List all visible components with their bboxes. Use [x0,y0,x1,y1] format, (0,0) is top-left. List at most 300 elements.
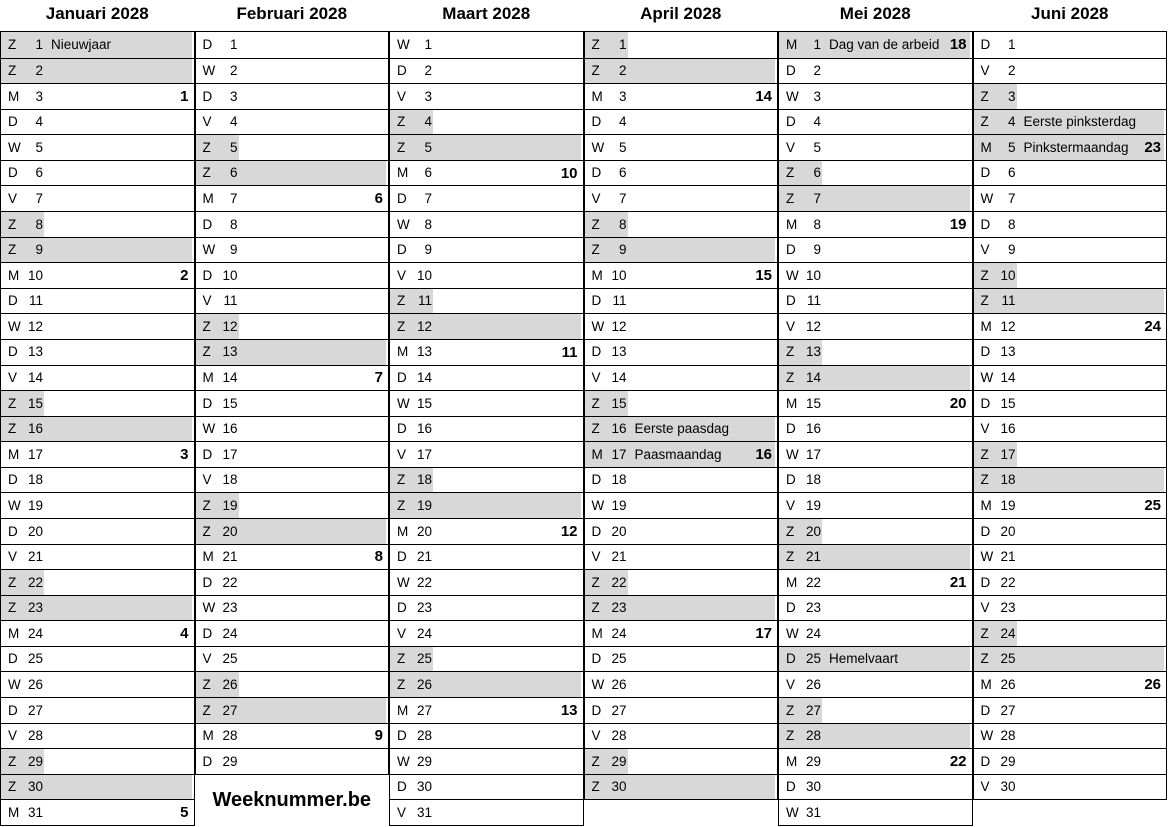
day-row [196,595,389,621]
day-number: 22 [222,574,238,590]
day-number: 9 [424,242,432,258]
day-row [779,595,972,621]
day-row [585,365,778,391]
day-row [974,492,1167,518]
day-number: 23 [611,600,627,616]
week-number: 3 [180,446,189,464]
day-letter: D [786,242,796,258]
day-letter: D [591,472,602,488]
day-number: 1 [1007,37,1016,53]
day-row [1,441,194,467]
day-letter: D [202,88,213,104]
holiday-label: Eerste paasdag [634,421,730,437]
day-row [390,671,583,697]
day-row [1,109,194,135]
day-row [196,390,389,416]
day-letter: D [397,421,407,437]
day-number: 12 [611,318,627,334]
day-number: 5 [813,139,821,155]
day-letter: Z [786,728,795,744]
day-row [779,467,972,493]
day-row [390,58,583,84]
day-number: 24 [416,625,432,641]
day-letter: Z [202,318,211,334]
holiday-label: Nieuwjaar [51,37,112,53]
day-row [585,211,778,237]
day-letter: D [202,446,213,462]
day-number: 3 [618,88,627,104]
day-letter: Z [786,165,795,181]
day-letter: M [591,267,603,283]
day-number: 15 [611,395,627,411]
day-number: 24 [805,625,821,641]
day-row [390,365,583,391]
day-number: 15 [1000,395,1016,411]
day-row [779,339,972,365]
day-number: 19 [416,497,432,513]
day-letter: D [8,114,18,130]
month-title: Maart 2028 [442,4,531,23]
day-row [974,58,1167,84]
day-number: 30 [611,779,627,795]
day-letter: W [980,370,994,386]
day-number: 17 [611,446,627,462]
day-letter: Z [591,574,600,590]
week-number: 10 [560,164,578,182]
day-number: 2 [229,63,238,79]
day-row [390,646,583,672]
day-row [196,83,389,109]
day-number: 7 [35,191,43,206]
day-number: 9 [35,242,43,258]
day-row [1,83,194,109]
day-row [974,723,1167,749]
day-row [585,416,778,442]
day-number: 27 [416,702,432,718]
day-row [1,211,194,237]
day-letter: D [202,267,213,283]
day-row [196,441,389,467]
month-title: Mei 2028 [839,4,911,23]
month-title: Juni 2028 [1031,4,1109,23]
day-letter: M [591,88,603,104]
day-number: 23 [222,600,238,616]
day-letter: D [202,216,213,232]
day-row [585,313,778,339]
day-letter: M [202,549,214,565]
day-number: 8 [1007,216,1016,232]
day-number: 30 [805,779,821,795]
day-letter: Z [8,753,17,769]
day-number: 12 [805,318,821,334]
day-letter: D [591,651,602,667]
day-letter: D [397,242,407,258]
day-number: 16 [1000,421,1016,437]
day-row [1,518,194,544]
day-letter: M [397,344,409,360]
day-row [974,671,1167,697]
day-letter: V [397,625,407,641]
day-number: 10 [27,267,43,283]
day-letter: D [8,293,18,309]
day-row [585,646,778,672]
day-letter: Z [397,676,406,692]
day-number: 15 [805,395,821,411]
day-row [974,365,1167,391]
day-number: 7 [229,191,238,206]
day-number: 26 [1000,676,1016,692]
day-number: 28 [27,728,43,744]
week-number: 6 [374,190,383,208]
day-letter: M [786,37,798,53]
day-letter: M [8,446,20,462]
week-number: 26 [1144,676,1161,694]
day-letter: D [980,523,991,539]
day-letter: M [202,728,214,744]
day-row [390,288,583,314]
day-number: 19 [611,497,627,513]
day-number: 29 [611,753,627,769]
day-number: 4 [813,114,821,130]
day-row [390,237,583,263]
day-letter: V [8,370,18,386]
day-row [196,416,389,442]
day-row [1,313,194,339]
day-letter: M [786,216,798,232]
day-letter: M [397,523,409,539]
day-number: 6 [229,165,238,181]
day-row [196,134,389,160]
day-number: 1 [35,37,43,53]
day-number: 25 [805,651,821,667]
day-number: 24 [1000,625,1016,641]
day-letter: D [786,779,796,795]
day-number: 10 [416,267,432,283]
day-number: 21 [611,549,627,565]
day-letter: Z [202,139,211,155]
day-row [585,262,778,288]
day-letter: W [591,676,605,692]
day-row [390,416,583,442]
day-row [779,313,972,339]
week-number: 22 [949,752,967,770]
day-row [585,697,778,723]
day-row [390,518,583,544]
day-row [585,569,778,595]
month-column [195,0,390,775]
day-number: 12 [1000,318,1016,334]
day-number: 22 [611,574,627,590]
holiday-label: Hemelvaart [829,651,899,667]
day-row [1,339,194,365]
day-number: 14 [27,370,43,386]
day-row [974,262,1167,288]
day-row [196,237,389,263]
day-number: 2 [1007,63,1016,79]
day-row [974,32,1167,58]
day-number: 23 [805,600,821,616]
month-body [389,31,584,826]
day-row [1,774,194,800]
day-row [779,799,972,825]
day-number: 10 [222,267,238,283]
week-number: 11 [561,343,578,361]
day-number: 22 [1000,574,1016,590]
day-row [585,390,778,416]
day-letter: V [591,191,601,206]
day-number: 20 [1000,523,1016,539]
day-letter: V [397,88,407,104]
day-letter: D [980,702,991,718]
day-letter: Z [980,625,989,641]
day-number: 2 [424,63,432,79]
month-column [584,0,779,800]
day-row [974,595,1167,621]
day-number: 13 [1000,344,1016,360]
day-number: 13 [416,344,432,360]
day-row [585,620,778,646]
day-letter: Z [202,344,211,360]
day-number: 22 [27,574,43,590]
day-letter: Z [786,702,795,718]
day-number: 8 [424,216,432,232]
day-row [1,646,194,672]
day-row [196,365,389,391]
day-row [585,339,778,365]
day-number: 18 [611,472,627,488]
day-number: 1 [618,37,627,53]
week-number: 19 [949,215,967,233]
day-number: 30 [1000,779,1016,795]
day-letter: V [397,446,407,462]
day-number: 30 [416,779,432,795]
day-number: 18 [416,472,432,488]
day-number: 26 [222,676,238,692]
day-number: 2 [35,63,43,79]
day-number: 24 [222,625,238,641]
day-letter: W [980,191,994,206]
day-letter: V [397,804,407,820]
day-number: 14 [222,370,238,386]
day-row [390,569,583,595]
day-letter: V [8,728,18,744]
day-letter: W [786,267,799,283]
day-row [779,620,972,646]
day-row [390,390,583,416]
day-letter: V [591,370,601,386]
day-row [1,544,194,570]
week-number: 25 [1144,497,1161,515]
day-row [585,544,778,570]
day-letter: W [980,728,994,744]
day-number: 13 [611,344,627,360]
day-number: 6 [618,165,627,181]
day-letter: M [980,676,992,692]
day-row [196,697,389,723]
day-row [779,262,972,288]
month-column [0,0,195,826]
day-row [390,595,583,621]
day-row [1,467,194,493]
day-number: 4 [618,114,627,130]
day-row [779,237,972,263]
week-number: 18 [949,36,967,54]
day-letter: V [786,318,796,334]
week-number: 2 [180,266,189,284]
day-row [1,58,194,84]
week-number: 20 [949,394,967,412]
day-letter: Z [980,446,989,462]
day-letter: V [980,63,990,79]
day-number: 12 [416,318,432,334]
day-letter: Z [8,574,17,590]
day-letter: Z [397,497,406,513]
day-number: 7 [424,191,432,206]
day-row [585,467,778,493]
day-number: 20 [805,523,821,539]
day-letter: D [591,293,602,309]
day-letter: Z [202,676,211,692]
week-number: 1 [180,87,189,105]
day-letter: D [202,574,213,590]
day-row [1,288,194,314]
day-row [779,185,972,211]
day-row [196,671,389,697]
day-row [1,799,194,825]
day-row [779,365,972,391]
day-letter: M [8,267,20,283]
day-letter: V [980,779,990,795]
day-number: 29 [222,753,238,769]
day-row [1,748,194,774]
day-letter: Z [786,370,795,386]
day-row [974,109,1167,135]
day-letter: D [980,395,991,411]
week-number: 9 [374,727,383,745]
day-row [974,83,1167,109]
month-column [389,0,584,826]
day-letter: D [786,293,796,309]
day-letter: D [786,600,796,616]
day-row [390,492,583,518]
day-number: 7 [813,191,821,206]
day-row [974,237,1167,263]
week-number: 14 [755,87,772,105]
day-letter: W [202,63,216,79]
month-title: Februari 2028 [236,4,348,23]
day-row [779,544,972,570]
day-letter: M [591,625,603,641]
day-letter: M [202,370,214,386]
day-letter: M [980,497,992,513]
day-row [974,160,1167,186]
day-number: 25 [611,651,627,667]
day-letter: V [397,267,407,283]
day-row [1,134,194,160]
day-number: 14 [805,370,821,386]
day-letter: V [8,549,18,565]
day-row [974,390,1167,416]
week-number: 17 [755,625,772,643]
day-letter: D [591,165,602,181]
day-number: 8 [618,216,627,232]
day-row [196,185,389,211]
day-row [974,134,1167,160]
day-number: 11 [417,293,432,309]
day-number: 3 [1007,88,1016,104]
day-number: 14 [416,370,432,386]
day-letter: V [591,549,601,565]
day-letter: W [786,625,799,641]
day-row [1,416,194,442]
day-number: 21 [416,549,432,565]
day-letter: W [202,600,216,616]
day-row [1,262,194,288]
day-letter: Z [202,702,211,718]
day-number: 5 [229,139,238,155]
day-number: 27 [27,702,43,718]
day-letter: D [786,63,796,79]
day-row [779,723,972,749]
day-letter: W [8,139,21,155]
day-row [390,544,583,570]
day-number: 28 [611,728,627,744]
day-letter: W [786,88,799,104]
day-letter: V [786,497,796,513]
day-row [585,288,778,314]
day-row [974,544,1167,570]
day-letter: M [786,395,798,411]
day-letter: Z [8,779,17,795]
day-row [390,697,583,723]
day-letter: W [591,497,605,513]
day-row [974,441,1167,467]
day-number: 9 [813,242,821,258]
day-row [585,58,778,84]
day-row [196,467,389,493]
day-row [196,288,389,314]
day-number: 31 [416,804,432,820]
day-number: 23 [27,600,43,616]
day-letter: M [786,574,798,590]
week-number: 4 [180,625,189,643]
week-number: 16 [755,446,772,464]
day-letter: Z [8,600,17,616]
day-letter: D [980,753,991,769]
day-letter: Z [786,344,795,360]
day-number: 16 [805,421,821,437]
day-number: 14 [611,370,627,386]
day-number: 11 [28,293,43,309]
day-letter: D [980,165,991,181]
day-letter: M [591,446,603,462]
day-row [974,569,1167,595]
day-row [974,620,1167,646]
day-number: 2 [813,63,821,79]
day-letter: D [397,779,407,795]
day-letter: M [202,191,214,206]
day-row [585,109,778,135]
day-number: 30 [27,779,43,795]
day-row [585,595,778,621]
day-letter: D [591,114,602,130]
holiday-label: Paasmaandag [634,446,722,462]
day-row [390,441,583,467]
day-letter: W [397,216,410,232]
day-number: 13 [222,344,238,360]
day-letter: V [786,139,796,155]
day-number: 15 [416,395,432,411]
